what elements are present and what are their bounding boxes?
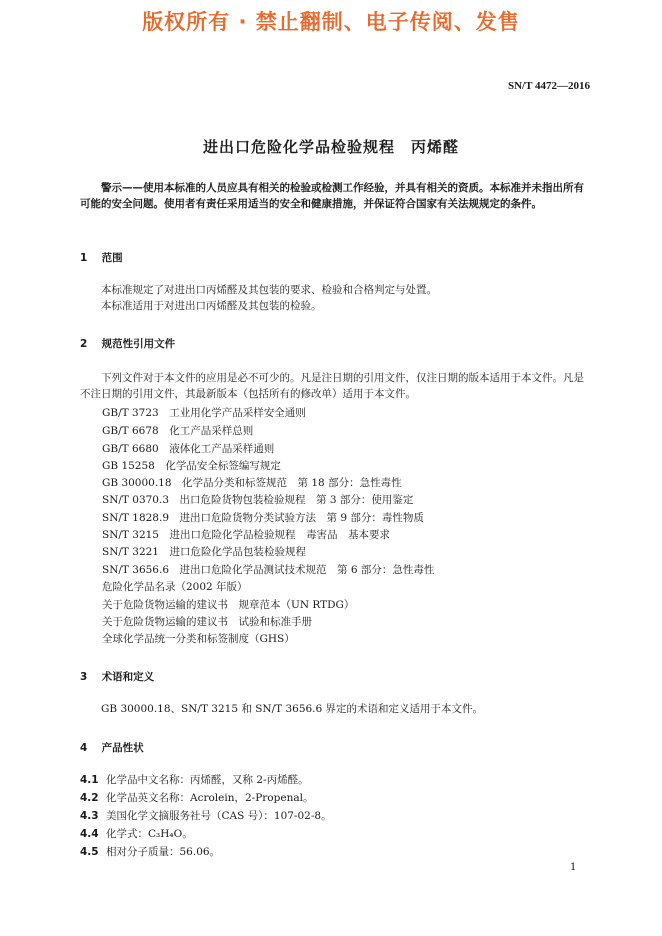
copyright-banner: 版权所有 · 禁止翻制、电子传阅、发售 [142,10,520,34]
property-item [80,808,332,823]
item-text: 化学式：C₃H₄O。 [106,828,193,840]
reference-item: SN/T 3656.6 进出口危险化学品测试技术规范 第 6 部分：急性毒性 [102,564,435,576]
scope-paragraph: 本标准规定了对进出口丙烯醛及其包装的要求、检验和合格判定与处置。 [101,284,437,296]
property-item [80,844,220,859]
item-text: 化学品中文名称：丙烯醛，又称 2-丙烯醛。 [106,774,309,786]
reference-item: 危险化学品名录（2002 年版） [102,581,248,593]
reference-item: 关于危险货物运输的建议书 规章范本（UN RTDG） [102,599,355,611]
warning-paragraph: 警示——使用本标准的人员应具有相关的检验或检测工作经验，并具有相关的资质。本标准并未指出所有可能的安全问题。使用者有责任采用适当的安全和健康措施，并保证符合国家有关法规规定的条件。 [80,182,584,210]
item-number: 4.1 [80,774,99,786]
document-title: 进出口危险化学品检验规程 丙烯醛 [202,138,459,156]
reference-item: GB 30000.18 化学品分类和标签规范 第 18 部分：急性毒性 [102,477,402,489]
section-number: 1 [80,252,88,264]
property-item [80,790,313,805]
reference-item: 关于危险货物运输的建议书 试验和标准手册 [102,616,312,628]
standard-number: SN/T 4472—2016 [507,80,590,92]
section-title: 规范性引用文件 [101,338,176,350]
reference-item: GB/T 3723 工业用化学产品采样安全通则 [102,407,306,419]
section-heading-scope [80,250,123,265]
reference-item: SN/T 3221 进口危险化学品包装检验规程 [102,546,306,558]
item-number: 4.4 [80,828,99,840]
item-text: 相对分子质量：56.06。 [106,846,221,858]
item-number: 4.2 [80,792,99,804]
section-title: 范围 [101,252,123,264]
section-title: 产品性状 [101,742,144,754]
item-number: 4.3 [80,810,99,822]
section-number: 4 [80,742,88,754]
item-number: 4.5 [80,846,99,858]
references-intro: 下列文件对于本文件的应用是必不可少的。凡是注日期的引用文件，仅注日期的版本适用于本文件。凡是不注日期的引用文件，其最新版本（包括所有的修改单）适用于本文件。 [80,372,584,400]
reference-item: SN/T 1828.9 进出口危险货物分类试验方法 第 9 部分：毒性物质 [102,512,424,524]
property-item [80,826,193,841]
property-item [80,772,309,787]
reference-item: GB/T 6680 液体化工产品采样通则 [102,443,275,455]
item-text: 美国化学文摘服务社号（CAS 号）：107-02-8。 [106,810,332,822]
section-heading-normative-references [80,336,175,351]
reference-item: SN/T 3215 进出口危险化学品检验规程 毒害品 基本要求 [102,529,390,541]
page-number: 1 [570,862,577,873]
reference-item: GB 15258 化学品安全标签编写规定 [102,460,281,472]
scope-paragraph: 本标准适用于对进出口丙烯醛及其包装的检验。 [101,300,322,312]
section-heading-terms [80,669,154,684]
reference-item: 全球化学品统一分类和标签制度（GHS） [102,633,295,645]
section-heading-properties [80,740,144,755]
item-text: 化学品英文名称：Acrolein，2-Propenal。 [106,792,314,804]
reference-item: SN/T 0370.3 出口危险货物包装检验规程 第 3 部分：使用鉴定 [102,494,414,506]
section-title: 术语和定义 [101,671,155,683]
reference-item: GB/T 6678 化工产品采样总则 [102,425,254,437]
section-number: 3 [80,671,88,683]
terms-paragraph: GB 30000.18、SN/T 3215 和 SN/T 3656.6 界定的术语和定义适用于本文件。 [101,703,484,715]
section-number: 2 [80,338,88,350]
